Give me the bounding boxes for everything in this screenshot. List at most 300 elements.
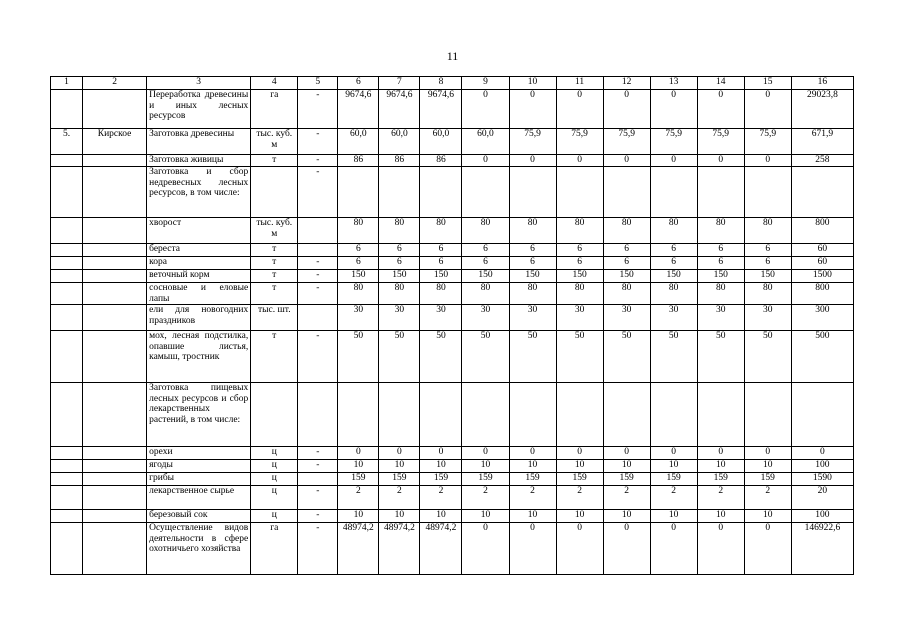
row-number-cell — [51, 486, 83, 510]
activity-cell: Заготовка и сбор недревесных лесных ресурсов, в том числе: — [147, 167, 251, 218]
table-row — [51, 244, 854, 257]
value-cell: 9674,6 — [379, 90, 420, 129]
value-cell: 150 — [603, 270, 650, 283]
value-cell: 48974,2 — [338, 523, 379, 575]
value-cell: 48974,2 — [420, 523, 462, 575]
activity-cell: кора — [147, 257, 251, 270]
value-cell: 500 — [791, 331, 853, 383]
page-number: 11 — [446, 49, 459, 63]
table-row — [51, 523, 854, 575]
column-number-cell: 14 — [697, 77, 744, 90]
table-row — [51, 305, 854, 331]
dash-cell: - — [298, 447, 338, 460]
value-cell: 10 — [509, 510, 556, 523]
value-cell — [791, 383, 853, 447]
forestry-name-cell — [83, 383, 147, 447]
value-cell: 60 — [791, 244, 853, 257]
row-number-cell: 5. — [51, 129, 83, 155]
value-cell: 10 — [338, 510, 379, 523]
value-cell: 0 — [509, 447, 556, 460]
column-number-cell: 5 — [298, 77, 338, 90]
value-cell: 150 — [379, 270, 420, 283]
row-number-cell — [51, 473, 83, 486]
unit-cell: ц — [251, 510, 298, 523]
value-cell: 30 — [379, 305, 420, 331]
value-cell: 0 — [697, 523, 744, 575]
row-number-cell — [51, 167, 83, 218]
row-number-cell — [51, 331, 83, 383]
value-cell — [462, 383, 509, 447]
row-number-cell — [51, 523, 83, 575]
value-cell: 30 — [556, 305, 603, 331]
value-cell: 10 — [338, 460, 379, 473]
value-cell — [509, 167, 556, 218]
value-cell: 10 — [744, 510, 791, 523]
table-row — [51, 257, 854, 270]
value-cell: 0 — [603, 447, 650, 460]
row-number-cell — [51, 155, 83, 167]
value-cell: 80 — [603, 283, 650, 305]
forestry-name-cell — [83, 257, 147, 270]
table-row — [51, 383, 854, 447]
value-cell: 6 — [420, 257, 462, 270]
value-cell: 80 — [462, 283, 509, 305]
value-cell: 80 — [379, 218, 420, 244]
column-number-cell: 12 — [603, 77, 650, 90]
value-cell: 29023,8 — [791, 90, 853, 129]
value-cell: 80 — [509, 283, 556, 305]
forestry-name-cell — [83, 218, 147, 244]
activity-cell: Заготовка живицы — [147, 155, 251, 167]
value-cell: 2 — [462, 486, 509, 510]
table-row — [51, 155, 854, 167]
dash-cell: - — [298, 129, 338, 155]
value-cell: 159 — [338, 473, 379, 486]
forestry-name-cell — [83, 510, 147, 523]
value-cell — [379, 167, 420, 218]
value-cell: 0 — [603, 90, 650, 129]
value-cell: 150 — [420, 270, 462, 283]
dash-cell: - — [298, 331, 338, 383]
value-cell — [556, 383, 603, 447]
value-cell — [603, 167, 650, 218]
value-cell: 30 — [744, 305, 791, 331]
data-table — [50, 76, 854, 575]
column-number-cell: 16 — [791, 77, 853, 90]
unit-cell: ц — [251, 486, 298, 510]
value-cell: 0 — [509, 155, 556, 167]
value-cell — [697, 383, 744, 447]
value-cell: 60,0 — [338, 129, 379, 155]
value-cell: 0 — [556, 447, 603, 460]
dash-cell — [298, 305, 338, 331]
unit-cell: т — [251, 155, 298, 167]
value-cell: 6 — [509, 244, 556, 257]
table-row — [51, 270, 854, 283]
value-cell: 2 — [556, 486, 603, 510]
dash-cell: - — [298, 90, 338, 129]
table-row — [51, 473, 854, 486]
value-cell: 10 — [603, 460, 650, 473]
value-cell — [338, 383, 379, 447]
column-number-cell: 7 — [379, 77, 420, 90]
value-cell: 258 — [791, 155, 853, 167]
unit-cell: т — [251, 244, 298, 257]
value-cell: 2 — [603, 486, 650, 510]
dash-cell — [298, 473, 338, 486]
value-cell: 159 — [744, 473, 791, 486]
unit-cell: тыс. шт. — [251, 305, 298, 331]
row-number-cell — [51, 460, 83, 473]
value-cell: 10 — [379, 460, 420, 473]
value-cell: 0 — [697, 447, 744, 460]
value-cell: 80 — [744, 283, 791, 305]
value-cell: 10 — [603, 510, 650, 523]
unit-cell: т — [251, 270, 298, 283]
value-cell: 150 — [338, 270, 379, 283]
value-cell: 0 — [509, 523, 556, 575]
value-cell: 150 — [509, 270, 556, 283]
column-number-cell: 15 — [744, 77, 791, 90]
value-cell: 60 — [791, 257, 853, 270]
value-cell: 75,9 — [697, 129, 744, 155]
forestry-name-cell — [83, 155, 147, 167]
value-cell: 150 — [556, 270, 603, 283]
value-cell: 1500 — [791, 270, 853, 283]
value-cell: 10 — [650, 460, 697, 473]
value-cell: 0 — [462, 447, 509, 460]
value-cell — [791, 167, 853, 218]
value-cell: 80 — [650, 283, 697, 305]
forestry-name-cell — [83, 447, 147, 460]
value-cell: 10 — [650, 510, 697, 523]
value-cell — [556, 167, 603, 218]
value-cell: 0 — [744, 155, 791, 167]
value-cell: 6 — [650, 257, 697, 270]
activity-cell: Осуществление видов деятельности в сфере охотничьего хозяйства — [147, 523, 251, 575]
unit-cell: га — [251, 90, 298, 129]
value-cell: 800 — [791, 283, 853, 305]
unit-cell — [251, 383, 298, 447]
dash-cell: - — [298, 167, 338, 218]
value-cell: 10 — [697, 460, 744, 473]
value-cell: 80 — [556, 218, 603, 244]
value-cell: 50 — [462, 331, 509, 383]
column-number-cell: 10 — [509, 77, 556, 90]
value-cell: 48974,2 — [379, 523, 420, 575]
value-cell: 100 — [791, 460, 853, 473]
value-cell: 86 — [338, 155, 379, 167]
value-cell: 6 — [379, 244, 420, 257]
unit-cell: ц — [251, 473, 298, 486]
value-cell — [420, 167, 462, 218]
value-cell: 0 — [697, 155, 744, 167]
value-cell: 159 — [603, 473, 650, 486]
forestry-name-cell — [83, 486, 147, 510]
activity-cell: березовый сок — [147, 510, 251, 523]
value-cell: 6 — [697, 244, 744, 257]
value-cell: 80 — [603, 218, 650, 244]
row-number-cell — [51, 447, 83, 460]
value-cell: 6 — [338, 257, 379, 270]
value-cell: 9674,6 — [338, 90, 379, 129]
row-number-cell — [51, 244, 83, 257]
value-cell: 159 — [379, 473, 420, 486]
value-cell: 6 — [556, 257, 603, 270]
value-cell: 0 — [556, 523, 603, 575]
column-number-cell: 6 — [338, 77, 379, 90]
value-cell: 10 — [420, 460, 462, 473]
unit-cell: т — [251, 257, 298, 270]
forestry-name-cell — [83, 270, 147, 283]
unit-cell: ц — [251, 447, 298, 460]
value-cell: 300 — [791, 305, 853, 331]
unit-cell: т — [251, 331, 298, 383]
dash-cell: - — [298, 283, 338, 305]
row-number-cell — [51, 283, 83, 305]
dash-cell: - — [298, 486, 338, 510]
value-cell: 0 — [650, 155, 697, 167]
value-cell: 75,9 — [556, 129, 603, 155]
value-cell: 10 — [420, 510, 462, 523]
activity-cell: ягоды — [147, 460, 251, 473]
unit-cell: га — [251, 523, 298, 575]
value-cell: 80 — [744, 218, 791, 244]
value-cell: 30 — [420, 305, 462, 331]
value-cell: 50 — [379, 331, 420, 383]
value-cell: 0 — [556, 155, 603, 167]
value-cell: 0 — [462, 523, 509, 575]
value-cell: 0 — [744, 90, 791, 129]
value-cell: 50 — [603, 331, 650, 383]
value-cell: 30 — [650, 305, 697, 331]
value-cell: 9674,6 — [420, 90, 462, 129]
value-cell: 75,9 — [744, 129, 791, 155]
value-cell: 86 — [420, 155, 462, 167]
value-cell: 0 — [650, 447, 697, 460]
value-cell: 6 — [379, 257, 420, 270]
dash-cell — [298, 244, 338, 257]
forestry-name-cell — [83, 167, 147, 218]
value-cell: 6 — [462, 257, 509, 270]
value-cell: 0 — [556, 90, 603, 129]
activity-cell: грибы — [147, 473, 251, 486]
value-cell: 159 — [650, 473, 697, 486]
row-number-cell — [51, 257, 83, 270]
value-cell: 50 — [556, 331, 603, 383]
value-cell: 6 — [697, 257, 744, 270]
value-cell — [603, 383, 650, 447]
value-cell: 159 — [462, 473, 509, 486]
value-cell: 6 — [650, 244, 697, 257]
forestry-name-cell — [83, 244, 147, 257]
value-cell — [338, 167, 379, 218]
table-row — [51, 129, 854, 155]
value-cell: 75,9 — [650, 129, 697, 155]
value-cell: 30 — [603, 305, 650, 331]
column-number-cell: 1 — [51, 77, 83, 90]
value-cell: 0 — [603, 523, 650, 575]
value-cell: 75,9 — [603, 129, 650, 155]
activity-cell: мох, лесная подстилка, опавшие листья, камыш, тростник — [147, 331, 251, 383]
table-row — [51, 486, 854, 510]
value-cell: 0 — [603, 155, 650, 167]
value-cell: 60,0 — [379, 129, 420, 155]
value-cell: 6 — [744, 257, 791, 270]
row-number-cell — [51, 383, 83, 447]
unit-cell: тыс. куб. м — [251, 129, 298, 155]
value-cell: 30 — [338, 305, 379, 331]
value-cell: 6 — [556, 244, 603, 257]
activity-cell: ели для новогодних праздников — [147, 305, 251, 331]
value-cell: 150 — [650, 270, 697, 283]
value-cell: 10 — [462, 510, 509, 523]
value-cell: 50 — [420, 331, 462, 383]
forestry-name-cell — [83, 90, 147, 129]
value-cell: 86 — [379, 155, 420, 167]
value-cell: 6 — [603, 244, 650, 257]
value-cell: 80 — [462, 218, 509, 244]
value-cell: 0 — [697, 90, 744, 129]
column-number-row — [51, 77, 854, 90]
value-cell — [509, 383, 556, 447]
value-cell: 2 — [509, 486, 556, 510]
column-number-cell: 8 — [420, 77, 462, 90]
row-number-cell — [51, 90, 83, 129]
row-number-cell — [51, 305, 83, 331]
value-cell: 0 — [744, 447, 791, 460]
value-cell: 80 — [697, 283, 744, 305]
table-row — [51, 218, 854, 244]
value-cell: 80 — [420, 218, 462, 244]
value-cell: 0 — [791, 447, 853, 460]
value-cell: 150 — [744, 270, 791, 283]
value-cell: 6 — [420, 244, 462, 257]
value-cell — [379, 383, 420, 447]
column-number-cell: 2 — [83, 77, 147, 90]
activity-cell: сосновые и еловые лапы — [147, 283, 251, 305]
forestry-name-cell — [83, 523, 147, 575]
table-row — [51, 167, 854, 218]
value-cell: 800 — [791, 218, 853, 244]
column-number-cell: 9 — [462, 77, 509, 90]
value-cell: 2 — [650, 486, 697, 510]
dash-cell: - — [298, 257, 338, 270]
activity-cell: орехи — [147, 447, 251, 460]
value-cell: 0 — [338, 447, 379, 460]
value-cell — [744, 383, 791, 447]
value-cell: 671,9 — [791, 129, 853, 155]
value-cell: 60,0 — [420, 129, 462, 155]
column-number-cell: 13 — [650, 77, 697, 90]
value-cell: 80 — [420, 283, 462, 305]
value-cell: 80 — [509, 218, 556, 244]
activity-cell: Заготовка древесины — [147, 129, 251, 155]
value-cell: 0 — [420, 447, 462, 460]
column-number-cell: 11 — [556, 77, 603, 90]
value-cell: 6 — [338, 244, 379, 257]
value-cell: 2 — [697, 486, 744, 510]
row-number-cell — [51, 270, 83, 283]
activity-cell: Заготовка пищевых лесных ресурсов и сбор лекарственных растений, в том числе: — [147, 383, 251, 447]
forestry-name-cell — [83, 283, 147, 305]
value-cell: 10 — [509, 460, 556, 473]
value-cell: 0 — [744, 523, 791, 575]
value-cell: 30 — [697, 305, 744, 331]
activity-cell: веточный корм — [147, 270, 251, 283]
unit-cell: т — [251, 283, 298, 305]
value-cell: 159 — [556, 473, 603, 486]
value-cell: 2 — [744, 486, 791, 510]
forestry-name-cell — [83, 305, 147, 331]
dash-cell: - — [298, 155, 338, 167]
value-cell: 2 — [379, 486, 420, 510]
value-cell: 0 — [650, 523, 697, 575]
forestry-name-cell — [83, 473, 147, 486]
value-cell: 10 — [379, 510, 420, 523]
column-number-cell: 3 — [147, 77, 251, 90]
value-cell: 159 — [509, 473, 556, 486]
value-cell: 100 — [791, 510, 853, 523]
activity-cell: лекарственное сырье — [147, 486, 251, 510]
value-cell: 159 — [420, 473, 462, 486]
dash-cell: - — [298, 270, 338, 283]
value-cell: 10 — [556, 460, 603, 473]
value-cell: 80 — [379, 283, 420, 305]
table-row — [51, 447, 854, 460]
value-cell: 75,9 — [509, 129, 556, 155]
value-cell: 10 — [744, 460, 791, 473]
value-cell: 6 — [744, 244, 791, 257]
value-cell — [744, 167, 791, 218]
value-cell: 80 — [650, 218, 697, 244]
value-cell: 0 — [509, 90, 556, 129]
value-cell: 30 — [462, 305, 509, 331]
value-cell: 50 — [650, 331, 697, 383]
column-number-cell: 4 — [251, 77, 298, 90]
value-cell: 150 — [697, 270, 744, 283]
value-cell: 2 — [338, 486, 379, 510]
value-cell: 80 — [338, 218, 379, 244]
value-cell: 50 — [338, 331, 379, 383]
value-cell: 0 — [650, 90, 697, 129]
value-cell: 10 — [462, 460, 509, 473]
value-cell: 1590 — [791, 473, 853, 486]
value-cell: 80 — [556, 283, 603, 305]
forestry-name-cell — [83, 331, 147, 383]
value-cell: 159 — [697, 473, 744, 486]
activity-cell: хворост — [147, 218, 251, 244]
value-cell: 50 — [509, 331, 556, 383]
value-cell: 2 — [420, 486, 462, 510]
activity-cell: береста — [147, 244, 251, 257]
value-cell — [650, 383, 697, 447]
value-cell: 50 — [744, 331, 791, 383]
table-row — [51, 283, 854, 305]
unit-cell: тыс. куб. м — [251, 218, 298, 244]
dash-cell — [298, 383, 338, 447]
forestry-name-cell — [83, 460, 147, 473]
dash-cell: - — [298, 460, 338, 473]
unit-cell — [251, 167, 298, 218]
value-cell: 10 — [697, 510, 744, 523]
row-number-cell — [51, 218, 83, 244]
value-cell: 0 — [462, 155, 509, 167]
value-cell — [462, 167, 509, 218]
value-cell: 146922,6 — [791, 523, 853, 575]
value-cell: 6 — [462, 244, 509, 257]
value-cell: 60,0 — [462, 129, 509, 155]
